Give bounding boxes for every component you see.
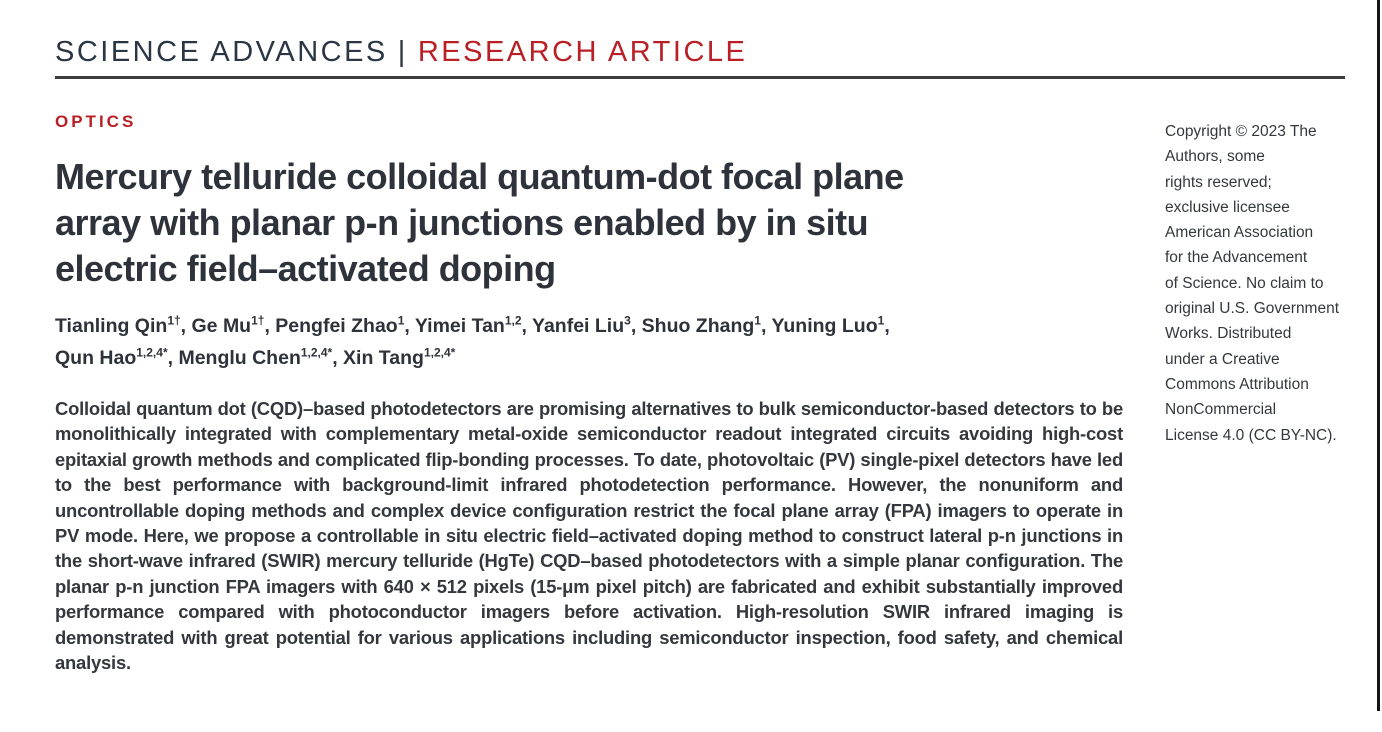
article-title: Mercury telluride colloidal quantum-dot focal plane array with planar p-n junctions enabled by in situ electric field–activated doping xyxy=(55,156,904,289)
author-line: Tianling Qin$^{1\dagger}$, Ge $Mu^{1\dagger}$, Pengfei Zhao$^1$, Yimei Tan$^{1,2}$, Yanfei Liu$^3$, Shuo Zhang$^1$, Yuning Luo$^1$, xyxy=(55,313,890,337)
main-column xyxy=(55,112,1123,675)
abstract-text: Colloidal quantum dot (CQD)–based photodetectors are promising alternatives to bulk semiconductor-based detectors to be monolithically integrated with complementary metal-oxide semiconductor readout integrated circuits avoiding high-cost epitaxial growth methods and complicated flip-bonding processes. To date, photovoltaic (PV) single-pixel detectors have led to the best performance with background-limit infrared photodetection performance. However, the nonuniform and uncontrollable doping methods and complex device configuration restrict the focal plane array (FPA) imagers to operate in PV mode. Here, we propose a controllable in situ electric field–activated doping method to construct lateral p-n junctions in the short-wave infrared (SWIR) mercury telluride (HgTe) CQD–based photodetectors with a simple planar configuration. The planar p-n junction FPA imagers with 640 × 512 pixels (15-μm pixel pitch) are fabricated and exhibit substantially improved performance compared with photoconductor imagers before activation. High-resolution SWIR infrared imaging is demonstrated with great potential for various applications including semiconductor inspection, food safety, and chemical analysis. xyxy=(55,398,1123,674)
author-list xyxy=(55,310,1123,374)
masthead xyxy=(55,36,747,69)
page-edge-line xyxy=(1377,0,1380,711)
article-type-label: RESEARCH ARTICLE xyxy=(417,36,748,68)
section-label: OPTICS xyxy=(55,112,137,131)
header-rule xyxy=(55,76,1345,79)
copyright-note: Copyright © 2023 The Authors, some rights reserved; exclusive licensee American Association for the Advancement of Science. No claim to original U.S. Government Works. Distributed under a Creative Commons Attribution NonCommercial License 4.0 (CC BY-NC). xyxy=(1165,123,1340,444)
masthead-separator: | xyxy=(397,36,408,68)
author-line: Qun Hao$^{1,2,4*}$, Menglu Chen$^{1,2,4*}$, Xin Tang$^{1,2,4*}$ xyxy=(55,345,456,369)
journal-name: SCIENCE ADVANCES xyxy=(55,36,388,68)
